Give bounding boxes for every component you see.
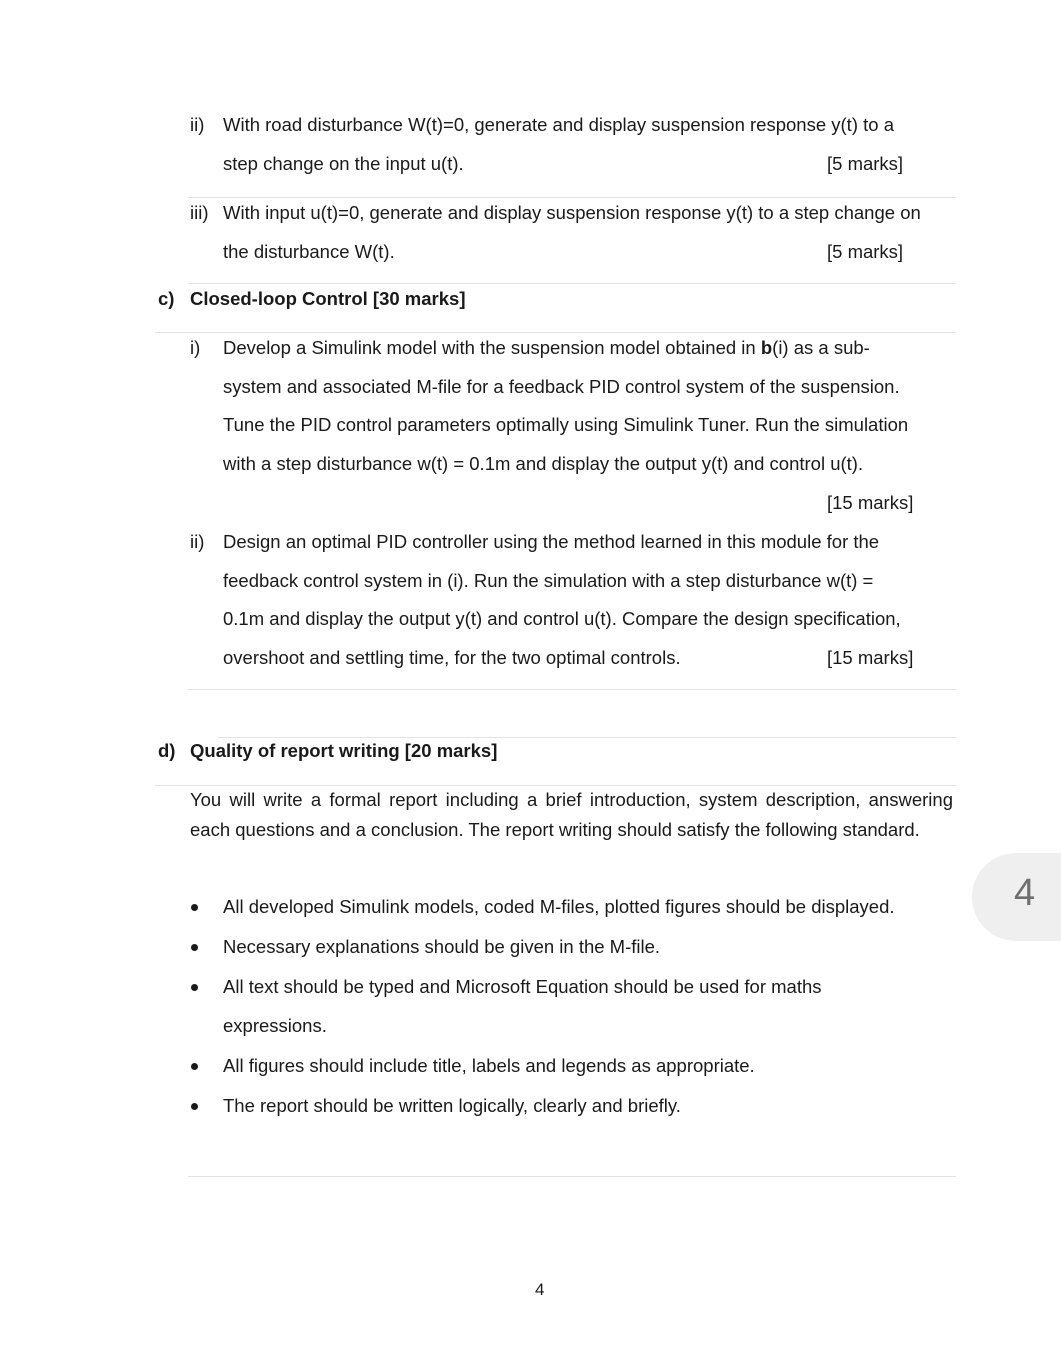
item-c-ii-marks: [15 marks]	[827, 647, 914, 668]
bullet-dot-icon	[191, 904, 198, 911]
item-c-i-line-1: Develop a Simulink model with the suspension model obtained in b(i) as a sub-	[223, 337, 870, 358]
item-number-b-iii: iii)	[190, 202, 209, 223]
divider-rule	[155, 332, 956, 333]
section-d-heading: Quality of report writing [20 marks]	[190, 740, 498, 761]
section-c-label: c)	[158, 288, 175, 309]
bullet-item: The report should be written logically, clearly and briefly.	[223, 1095, 681, 1116]
divider-rule	[188, 197, 956, 198]
bullet-item: All text should be typed and Microsoft Equation should be used for maths	[223, 976, 822, 997]
item-c-i-line-3: Tune the PID control parameters optimally using Simulink Tuner. Run the simulation	[223, 414, 909, 435]
item-b-ii-marks: [5 marks]	[827, 153, 904, 174]
item-b-iii-line-1: With input u(t)=0, generate and display suspension response y(t) to a step change on	[223, 202, 921, 223]
item-number-c-i: i)	[190, 337, 201, 358]
section-c-heading: Closed-loop Control [30 marks]	[190, 288, 466, 309]
item-c-i-line-2: system and associated M-file for a feedback PID control system of the suspension.	[223, 376, 900, 397]
divider-rule	[188, 1176, 956, 1177]
bullet-dot-icon	[191, 984, 198, 991]
bullet-dot-icon	[191, 1103, 198, 1110]
section-d-intro: You will write a formal report including a brief introduction, system description, answering each questions and a conclusion. The report writing should satisfy the following standard.	[190, 789, 953, 840]
item-c-i-line-4: with a step disturbance w(t) = 0.1m and display the output y(t) and control u(t).	[223, 453, 864, 474]
divider-rule	[218, 737, 956, 738]
page-indicator-number: 4	[1014, 872, 1036, 914]
bullet-item: Necessary explanations should be given in the M-file.	[223, 936, 661, 957]
item-c-i-marks: [15 marks]	[827, 492, 914, 513]
bullet-item: All figures should include title, labels and legends as appropriate.	[223, 1055, 755, 1076]
bullet-dot-icon	[191, 944, 198, 951]
item-b-iii-marks: [5 marks]	[827, 241, 904, 262]
item-b-iii-line-2: the disturbance W(t).	[223, 241, 395, 262]
bullet-item-continuation: expressions.	[223, 1015, 327, 1036]
section-d-label: d)	[158, 740, 176, 761]
divider-rule	[188, 283, 956, 284]
divider-rule	[188, 689, 956, 690]
item-number-c-ii: ii)	[190, 531, 205, 552]
page-number: 4	[535, 1280, 545, 1299]
bullet-item: All developed Simulink models, coded M-files, plotted figures should be displayed.	[223, 896, 895, 917]
item-b-ii-line-1: With road disturbance W(t)=0, generate and display suspension response y(t) to a	[223, 114, 894, 135]
item-c-ii-line-1: Design an optimal PID controller using the method learned in this module for the	[223, 531, 880, 552]
item-number-b-ii: ii)	[190, 114, 205, 135]
bullet-dot-icon	[191, 1063, 198, 1070]
item-c-ii-line-2: feedback control system in (i). Run the simulation with a step disturbance w(t) =	[223, 570, 874, 591]
item-c-ii-line-4: overshoot and settling time, for the two optimal controls.	[223, 647, 681, 668]
item-b-ii-line-2: step change on the input u(t).	[223, 153, 464, 174]
item-c-ii-line-3: 0.1m and display the output y(t) and control u(t). Compare the design specification,	[223, 608, 901, 629]
